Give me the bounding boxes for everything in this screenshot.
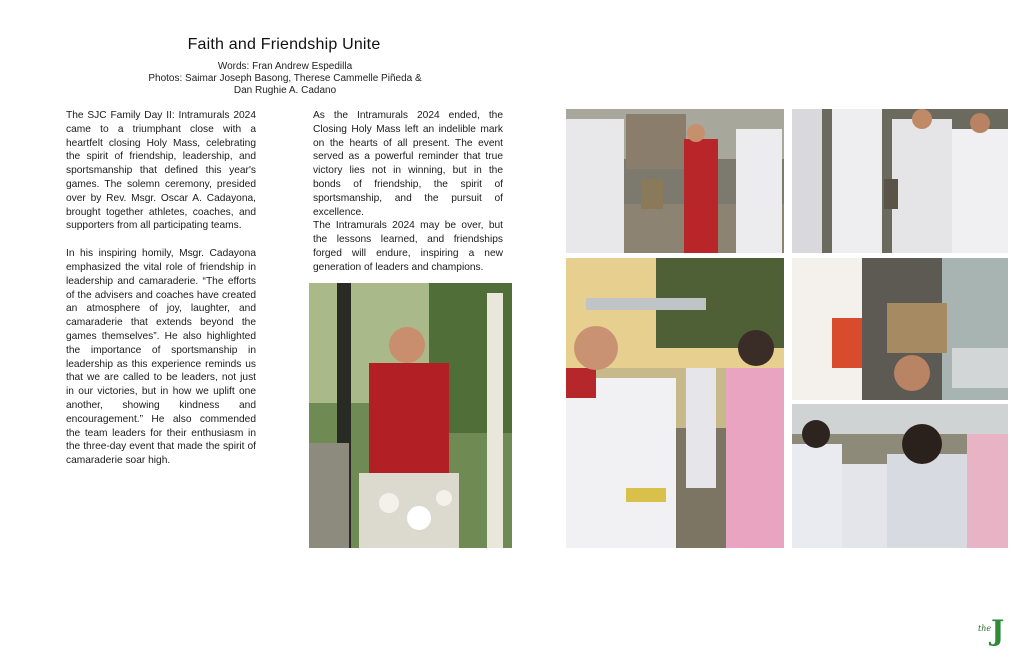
photo-offertory-basket	[792, 258, 1008, 400]
photos-credit-line1: Photos: Saimar Joseph Basong, Therese Cammelle Piñeda &	[148, 73, 422, 84]
words-credit: Words: Fran Andrew Espedilla	[217, 61, 353, 72]
photo-receiving-communion	[566, 258, 784, 548]
logo-small-text: the	[978, 624, 992, 633]
publication-logo	[978, 616, 1008, 650]
article-credits	[120, 61, 450, 97]
text-column-right	[313, 109, 503, 275]
photo-priest-homily	[309, 283, 512, 548]
paragraph-4: The Intramurals 2024 may be over, but the lessons learned, and friendships forged will endure, inspiring a new generation of leaders and champions.	[313, 220, 503, 273]
article-title: Faith and Friendship Unite	[187, 36, 381, 53]
photo-communion-procession	[566, 109, 784, 253]
photo-altar-servers	[792, 109, 1008, 253]
paragraph-3: As the Intramurals 2024 ended, the Closing Holy Mass left an indelible mark on the hearts of all present. The event served as a powerful reminder that true victory lies not in winning, but in the bonds of friendship, the spirit of sportsmanship, and the pursuit of excellence.	[313, 110, 503, 218]
photos-credit-line2: Dan Rughie A. Cadano	[233, 85, 337, 96]
paragraph-2: In his inspiring homily, Msgr. Cadayona emphasized the vital role of friendship in leadership and camaraderie. “The efforts of the advisers and coaches have created an atmosphere of joy, laughter, and camaraderie that extends beyond the games themselves”. He also highlighted the importance of sportsmanship in leadership as this experience reminds us that we are called to be leaders, not just in our victories, but in how we uplift one another, showing kindness and encouragement.” He also commended the team leaders for their enthusiasm in the three-day event that made the spirit of camaraderie soar high.	[66, 248, 256, 467]
paragraph-1: The SJC Family Day II: Intramurals 2024 came to a triumphant close with a heartfelt closing Holy Mass, celebrating the spirit of friendship, leadership, and sportsmanship that defined this year's games. The solemn ceremony, presided over by Rev. Msgr. Oscar A. Cadayona, brought together athletes, coaches, and supporters from all participating teams.	[66, 110, 256, 232]
logo-letter: J	[991, 614, 1005, 647]
photo-students-praying	[792, 404, 1008, 548]
text-column-left	[66, 109, 256, 468]
